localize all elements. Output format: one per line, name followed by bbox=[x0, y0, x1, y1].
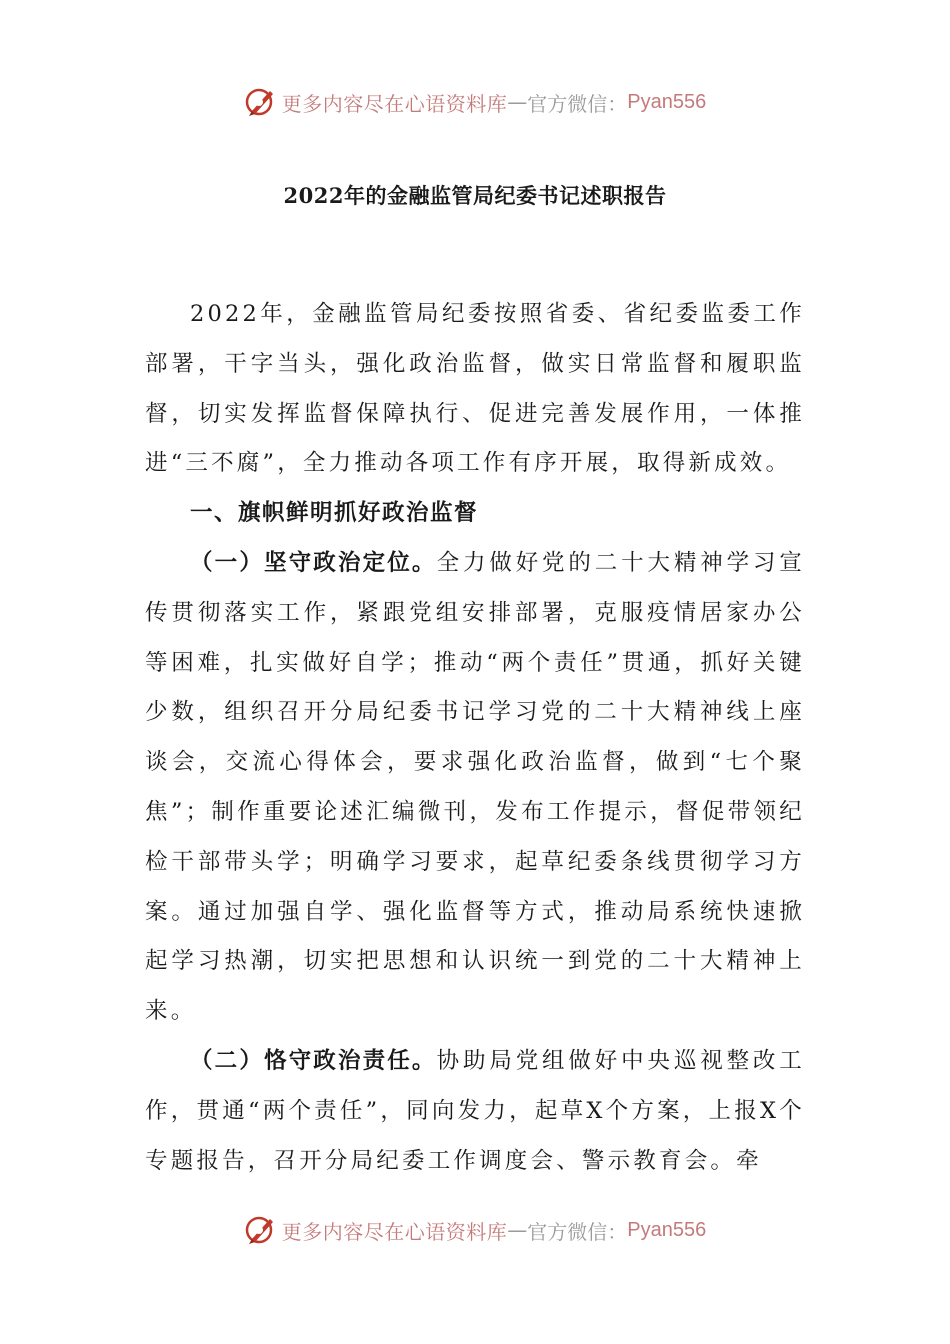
item-2-paragraph bbox=[145, 1037, 805, 1186]
watermark-dash: — bbox=[507, 1218, 528, 1242]
pen-logo-icon bbox=[244, 85, 278, 119]
document-title: 2022年的金融监管局纪委书记述职报告 bbox=[283, 183, 667, 208]
item-1-paragraph bbox=[145, 539, 805, 1037]
pen-logo-icon bbox=[244, 1213, 278, 1247]
document-body bbox=[145, 290, 805, 1186]
watermark-dash: — bbox=[507, 90, 528, 114]
item-2-text: 协助局党组做好中央巡视整改工作，贯通“两个责任”，同向发力，起草X个方案，上报X个专题报告，召开分局纪委工作调度会、警示教育会。牵 bbox=[145, 1047, 805, 1174]
watermark-text: 更多内容尽在心语资料库 bbox=[281, 1219, 508, 1244]
watermark-wechat-id: Pyan556 bbox=[627, 90, 707, 113]
intro-paragraph: 2022年，金融监管局纪委按照省委、省纪委监委工作部署，干字当头，强化政治监督，做实日常监督和履职监督，切实发挥监督保障执行、促进完善发展作用，一体推进“三不腐”，全力推动各项工作有序开展，取得新成效。 bbox=[145, 301, 805, 477]
watermark-banner-bottom bbox=[0, 1210, 950, 1250]
item-1-text: 全力做好党的二十大精神学习宣传贯彻落实工作，紧跟党组安排部署，克服疫情居家办公等困难，扎实做好自学；推动“两个责任”贯通，抓好关键少数，组织召开分局纪委书记学习党的二十大精神线上座谈会，交流心得体会，要求强化政治监督，做到“七个聚焦”；制作重要论述汇编微刊，发布工作提示，督促带领纪检干部带头学；明确学习要求，起草纪委条线贯彻学习方案。通过加强自学、强化监督等方式，推动局系统快速掀起学习热潮，切实把思想和认识统一到党的二十大精神上来。 bbox=[145, 549, 805, 1025]
watermark-text-2: 官方微信： bbox=[527, 91, 628, 116]
watermark-text: 更多内容尽在心语资料库 bbox=[281, 91, 508, 116]
item-1-label: （一）坚守政治定位。 bbox=[190, 549, 437, 576]
section-heading: 一、旗帜鲜明抓好政治监督 bbox=[190, 500, 479, 527]
watermark-wechat-id: Pyan556 bbox=[627, 1218, 707, 1241]
watermark-text-2: 官方微信： bbox=[527, 1219, 628, 1244]
item-2-label: （二）恪守政治责任。 bbox=[190, 1047, 437, 1074]
watermark-banner-top bbox=[0, 82, 950, 122]
